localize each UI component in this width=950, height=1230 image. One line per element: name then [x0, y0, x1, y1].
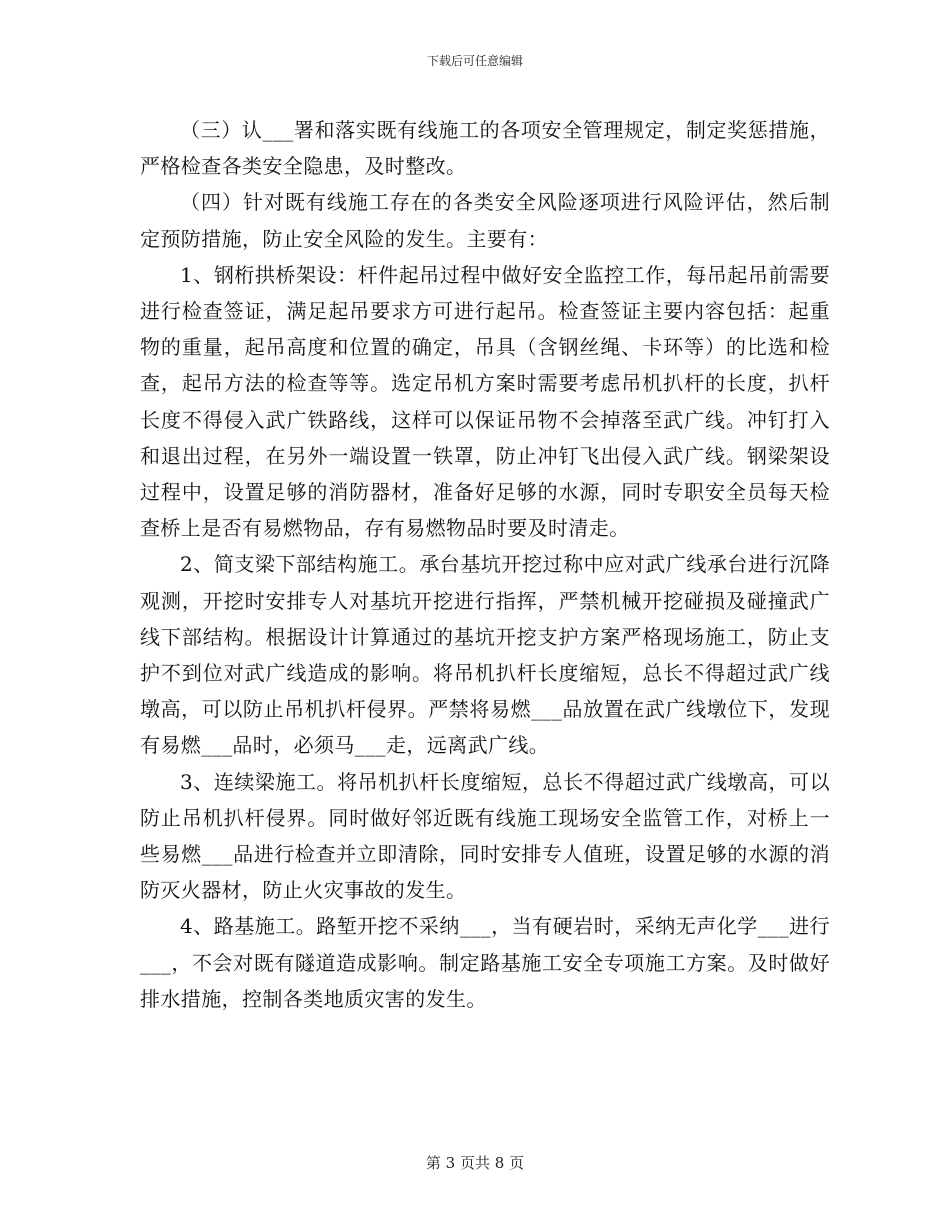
paragraph-item-3: 3、连续梁施工。将吊机扒杆长度缩短，总长不得超过武广线墩高，可以防止吊机扒杆侵界。同时做好邻近既有线施工现场安全监管工作，对桥上一些易燃___品进行检查并立即清除，同时安排专人值班，设置足够的水源的消防灭火器材，防止火灾事故的发生。: [140, 769, 830, 903]
page-footer: 第 3 页共 8 页: [425, 1154, 525, 1172]
paragraph-item-4: 4、路基施工。路堑开挖不采纳___，当有硬岩时，采纳无声化学___进行___，不会对既有隧道造成影响。制定路基施工安全专项施工方案。及时做好排水措施，控制各类地质灾害的发生。: [140, 914, 830, 1011]
paragraph-3: （三）认___署和落实既有线施工的各项安全管理规定，制定奖惩措施，严格检查各类安全隐患，及时整改。: [140, 118, 830, 179]
paragraph-item-1: 1、钢桁拱桥架设：杆件起吊过程中做好安全监控工作，每吊起吊前需要进行检查签证，满足起吊要求方可进行起吊。检查签证主要内容包括：起重物的重量，起吊高度和位置的确定，吊具（含钢丝绳、卡环等）的比选和检查，起吊方法的检查等等。选定吊机方案时需要考虑吊机扒杆的长度，扒杆长度不得侵入武广铁路线，这样可以保证吊物不会掉落至武广线。冲钉打入和退出过程，在另外一端设置一铁罩，防止冲钉飞出侵入武广线。钢梁架设过程中，设置足够的消防器材，准备好足够的水源，同时专职安全员每天检查桥上是否有易燃物品，存有易燃物品时要及时清走。: [140, 262, 830, 541]
paragraph-item-2: 2、简支梁下部结构施工。承台基坑开挖过称中应对武广线承台进行沉降观测，开挖时安排专人对基坑开挖进行指挥，严禁机械开挖碰损及碰撞武广线下部结构。根据设计计算通过的基坑开挖支护方案严格现场施工，防止支护不到位对武广线造成的影响。将吊机扒杆长度缩短，总长不得超过武广线墩高，可以防止吊机扒杆侵界。严禁将易燃___品放置在武广线墩位下，发现有易燃___品时，必须马___走，远离武广线。: [140, 552, 830, 758]
paragraph-4: （四）针对既有线施工存在的各类安全风险逐项进行风险评估，然后制定预防措施，防止安全风险的发生。主要有：: [140, 190, 830, 251]
document-body: [140, 112, 830, 1017]
page-header: 下载后可任意编辑: [426, 54, 523, 68]
